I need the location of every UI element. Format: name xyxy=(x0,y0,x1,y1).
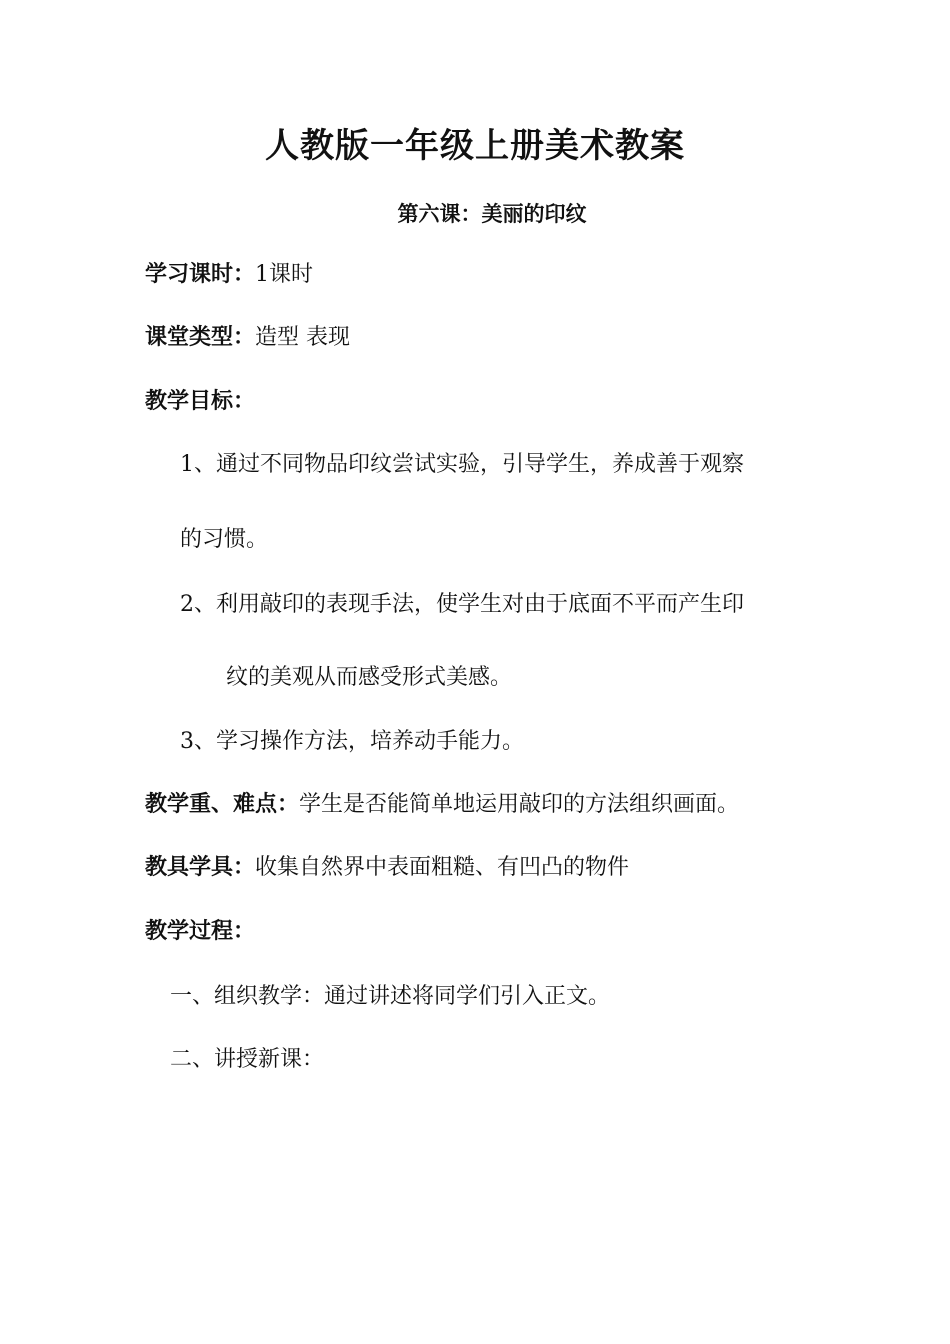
hours-row xyxy=(145,260,313,290)
goals-label: 教学目标： xyxy=(145,389,256,414)
tools-row xyxy=(145,853,629,883)
focus-label: 教学重、难点： xyxy=(145,792,300,817)
goal-1-line-2: 的习惯。 xyxy=(180,527,269,552)
goal-2-line-1: 2、利用敲印的表现手法，使学生对由于底面不平而产生印 xyxy=(180,592,744,617)
tools-label: 教具学具： xyxy=(145,855,256,880)
focus-row xyxy=(145,790,739,820)
process-step-2: 二、讲授新课： xyxy=(170,1047,325,1072)
process-row xyxy=(145,917,255,947)
process-label: 教学过程： xyxy=(145,919,256,944)
goal-3-line-1: 3、学习操作方法，培养动手能力。 xyxy=(180,729,524,754)
lesson-subtitle: 第六课：美丽的印纹 xyxy=(397,202,587,226)
process-step-1: 一、组织教学：通过讲述将同学们引入正文。 xyxy=(170,984,611,1009)
goal-1-line-1: 1、通过不同物品印纹尝试实验，引导学生，养成善于观察 xyxy=(180,452,744,477)
type-label: 课堂类型： xyxy=(145,325,256,350)
document-title: 人教版一年级上册美术教案 xyxy=(265,126,685,166)
goal-2-line-2: 纹的美观从而感受形式美感。 xyxy=(226,665,513,690)
hours-value: 1课时 xyxy=(255,262,314,287)
goals-row xyxy=(145,387,255,417)
tools-value: 收集自然界中表面粗糙、有凹凸的物件 xyxy=(255,855,630,880)
type-value: 造型 表现 xyxy=(255,325,351,350)
hours-label: 学习课时： xyxy=(145,262,256,287)
type-row xyxy=(145,323,350,353)
focus-value: 学生是否能简单地运用敲印的方法组织画面。 xyxy=(299,792,740,817)
